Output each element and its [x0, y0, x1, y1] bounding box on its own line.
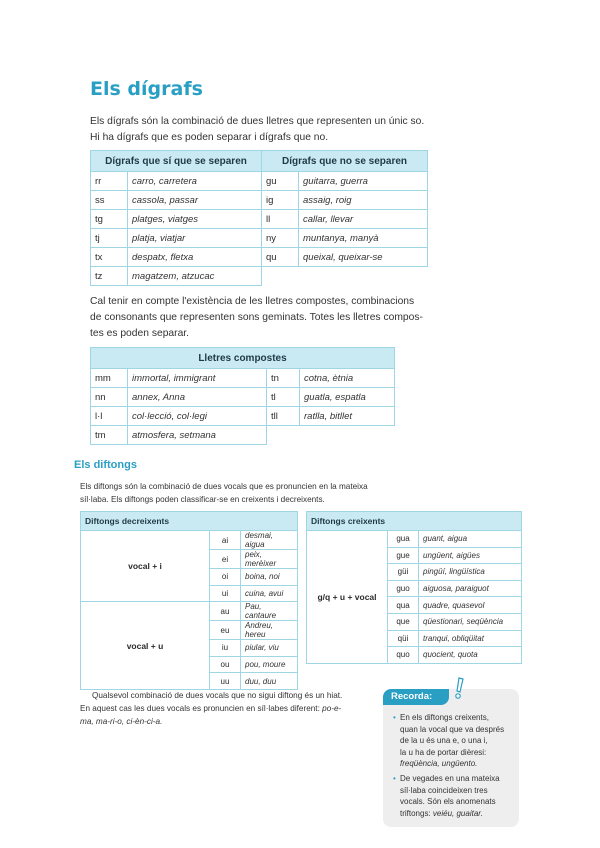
recorda-item-1-line: quan la vocal que va després	[400, 724, 505, 734]
diftong-cell: ou	[210, 656, 241, 673]
example-cell: platges, viatges	[128, 210, 262, 229]
recorda-item-1-line: • En els diftongs creixents,	[400, 713, 489, 722]
letter-cell: l·l	[91, 407, 128, 426]
table-row	[91, 369, 395, 388]
diftong-cell: quo	[388, 647, 419, 664]
diftongs-heading: Els diftongs	[74, 459, 137, 471]
diftong-cell: güi	[388, 564, 419, 581]
diftongs-intro-line-1: Els diftongs són la combinació de dues vocals que es pronuncien en la mateixa	[80, 482, 368, 491]
hiat-examples-2: ma, ma-ri-o, ci-èn-ci-a.	[80, 717, 163, 726]
table-row	[91, 210, 428, 229]
example-cell: quocient, quota	[419, 647, 522, 664]
letter-cell: tn	[267, 369, 300, 388]
hiat-line-3	[80, 715, 376, 728]
digraph-cell: tz	[91, 267, 128, 286]
diftong-cell: gua	[388, 531, 419, 548]
recorda-item-1	[400, 712, 516, 770]
compostes-header: Lletres compostes	[91, 348, 395, 369]
diftong-cell: eu	[210, 621, 241, 640]
example-cell: pou, moure	[241, 656, 298, 673]
example-cell: immortal, immigrant	[128, 369, 267, 388]
hiat-text-1: Qualsevol combinació de dues vocals que no sigui diftong és un hiat.	[92, 691, 343, 700]
recorda-item-2-line: vocals. Són els anomenats	[400, 797, 496, 807]
recorda-title: Recorda:	[383, 689, 449, 705]
empty-cell	[299, 267, 428, 286]
example-cell: carro, carretera	[128, 172, 262, 191]
diftongs-intro	[80, 480, 410, 506]
compostes-paragraph	[90, 294, 435, 342]
example-cell: platja, viatjar	[128, 229, 262, 248]
digraphs-header-separable: Dígrafs que sí que se separen	[91, 151, 262, 172]
recorda-item-2-line: síl·laba coincideixen tres	[400, 785, 488, 795]
digraph-cell: ll	[262, 210, 299, 229]
recorda-item-2	[400, 773, 516, 819]
example-cell: queixal, queixar-se	[299, 248, 428, 267]
exclamation-icon	[450, 677, 468, 701]
table-row	[81, 602, 298, 621]
group-label: vocal + i	[81, 531, 210, 602]
hiat-paragraph	[80, 689, 376, 728]
empty-cell	[267, 426, 300, 445]
diftong-cell: ai	[210, 531, 241, 550]
example-cell: assaig, roig	[299, 191, 428, 210]
recorda-item-1-line: la u ha de portar dièresi:	[400, 747, 487, 757]
example-cell: pingüí, lingüística	[419, 564, 522, 581]
example-cell: muntanya, manyà	[299, 229, 428, 248]
table-row	[81, 531, 298, 550]
letter-cell: mm	[91, 369, 128, 388]
hiat-examples-1: po-e-	[322, 704, 342, 713]
example-cell: qüestionari, seqüència	[419, 613, 522, 630]
digraph-cell: ss	[91, 191, 128, 210]
example-cell: aiguosa, paraiguot	[419, 580, 522, 597]
recorda-item-2-examples: veiéu, guaitar.	[432, 808, 483, 818]
compostes-table	[90, 347, 395, 445]
example-cell: annex, Anna	[128, 388, 267, 407]
example-cell: guitarra, guerra	[299, 172, 428, 191]
table-row	[91, 248, 428, 267]
digraphs-header-nonseparable: Dígrafs que no se separen	[262, 151, 428, 172]
diftong-cell: uu	[210, 673, 241, 690]
digraph-cell: tj	[91, 229, 128, 248]
decreixents-table	[80, 511, 298, 690]
digraph-cell: tx	[91, 248, 128, 267]
intro-paragraph	[90, 114, 440, 146]
example-cell: cassola, passar	[128, 191, 262, 210]
compostes-line-2: de consonants que representen sons geminats. Totes les lletres compos-	[90, 312, 423, 323]
digraph-cell: qu	[262, 248, 299, 267]
recorda-item-2-line: • De vegades en una mateixa	[400, 773, 500, 783]
example-cell: tranqui, obliqüitat	[419, 630, 522, 647]
diftong-cell: ei	[210, 550, 241, 569]
digraph-cell: ig	[262, 191, 299, 210]
table-row	[91, 426, 395, 445]
example-cell: Pau, cantaure	[241, 602, 298, 621]
table-row	[91, 388, 395, 407]
diftong-cell: guo	[388, 580, 419, 597]
example-cell: ratlla, bitllet	[300, 407, 395, 426]
table-row	[91, 229, 428, 248]
example-cell: duu, duu	[241, 673, 298, 690]
letter-cell: nn	[91, 388, 128, 407]
diftongs-intro-line-2: síl·laba. Els diftongs poden classificar-se en creixents i decreixents.	[80, 495, 325, 504]
example-cell: quadre, quasevol	[419, 597, 522, 614]
table-row	[91, 407, 395, 426]
table-row	[91, 172, 428, 191]
empty-cell	[262, 267, 299, 286]
page-title: Els dígrafs	[90, 78, 203, 100]
example-cell: peix, merèixer	[241, 550, 298, 569]
diftong-cell: ui	[210, 585, 241, 602]
example-cell: magatzem, atzucac	[128, 267, 262, 286]
diftong-cell: oi	[210, 569, 241, 586]
diftong-cell: iu	[210, 640, 241, 657]
intro-line-2: Hi ha dígrafs que es poden separar i dígrafs que no.	[90, 132, 329, 143]
example-cell: cotna, ètnia	[300, 369, 395, 388]
example-cell: boina, noi	[241, 569, 298, 586]
hiat-text-2: En aquest cas les dues vocals es pronuncien en síl·labes diferent:	[80, 704, 323, 713]
creixents-table	[306, 511, 522, 664]
hiat-line-2	[80, 702, 376, 715]
digraphs-table	[90, 150, 428, 286]
example-cell: callar, llevar	[299, 210, 428, 229]
creixents-header: Diftongs creixents	[307, 512, 522, 531]
recorda-item-1-line: de la u és una e, o una i,	[400, 736, 488, 746]
compostes-line-1: Cal tenir en compte l'existència de les lletres compostes, combinacions	[90, 296, 415, 307]
diftong-cell: qua	[388, 597, 419, 614]
hiat-line-1	[80, 689, 376, 702]
letter-cell: tl	[267, 388, 300, 407]
example-cell: Andreu, hereu	[241, 621, 298, 640]
digraph-cell: ny	[262, 229, 299, 248]
recorda-item-1-examples: freqüència, ungüento.	[400, 759, 478, 769]
intro-line-1: Els dígrafs són la combinació de dues lletres que representen un únic so.	[90, 116, 425, 127]
example-cell: guant, aigua	[419, 531, 522, 548]
empty-cell	[300, 426, 395, 445]
letter-cell: tm	[91, 426, 128, 445]
example-cell: ungüent, aigües	[419, 547, 522, 564]
table-row	[91, 191, 428, 210]
diftong-cell: qüi	[388, 630, 419, 647]
example-cell: guatla, espatla	[300, 388, 395, 407]
compostes-line-3: tes es poden separar.	[90, 328, 190, 339]
letter-cell: tll	[267, 407, 300, 426]
table-row	[307, 531, 522, 548]
recorda-list	[392, 712, 516, 822]
diftong-cell: que	[388, 613, 419, 630]
diftong-cell: au	[210, 602, 241, 621]
example-cell: piular, viu	[241, 640, 298, 657]
diftong-cell: gue	[388, 547, 419, 564]
example-cell: col·lecció, col·legi	[128, 407, 267, 426]
digraph-cell: gu	[262, 172, 299, 191]
group-label: g/q + u + vocal	[307, 531, 388, 664]
recorda-item-2-prefix: triftongs:	[400, 808, 433, 818]
example-cell: despatx, fletxa	[128, 248, 262, 267]
example-cell: atmosfera, setmana	[128, 426, 267, 445]
digraph-cell: rr	[91, 172, 128, 191]
example-cell: desmai, aigua	[241, 531, 298, 550]
group-label: vocal + u	[81, 602, 210, 690]
decreixents-header: Diftongs decreixents	[81, 512, 298, 531]
digraph-cell: tg	[91, 210, 128, 229]
example-cell: cuina, avui	[241, 585, 298, 602]
table-row	[91, 267, 428, 286]
